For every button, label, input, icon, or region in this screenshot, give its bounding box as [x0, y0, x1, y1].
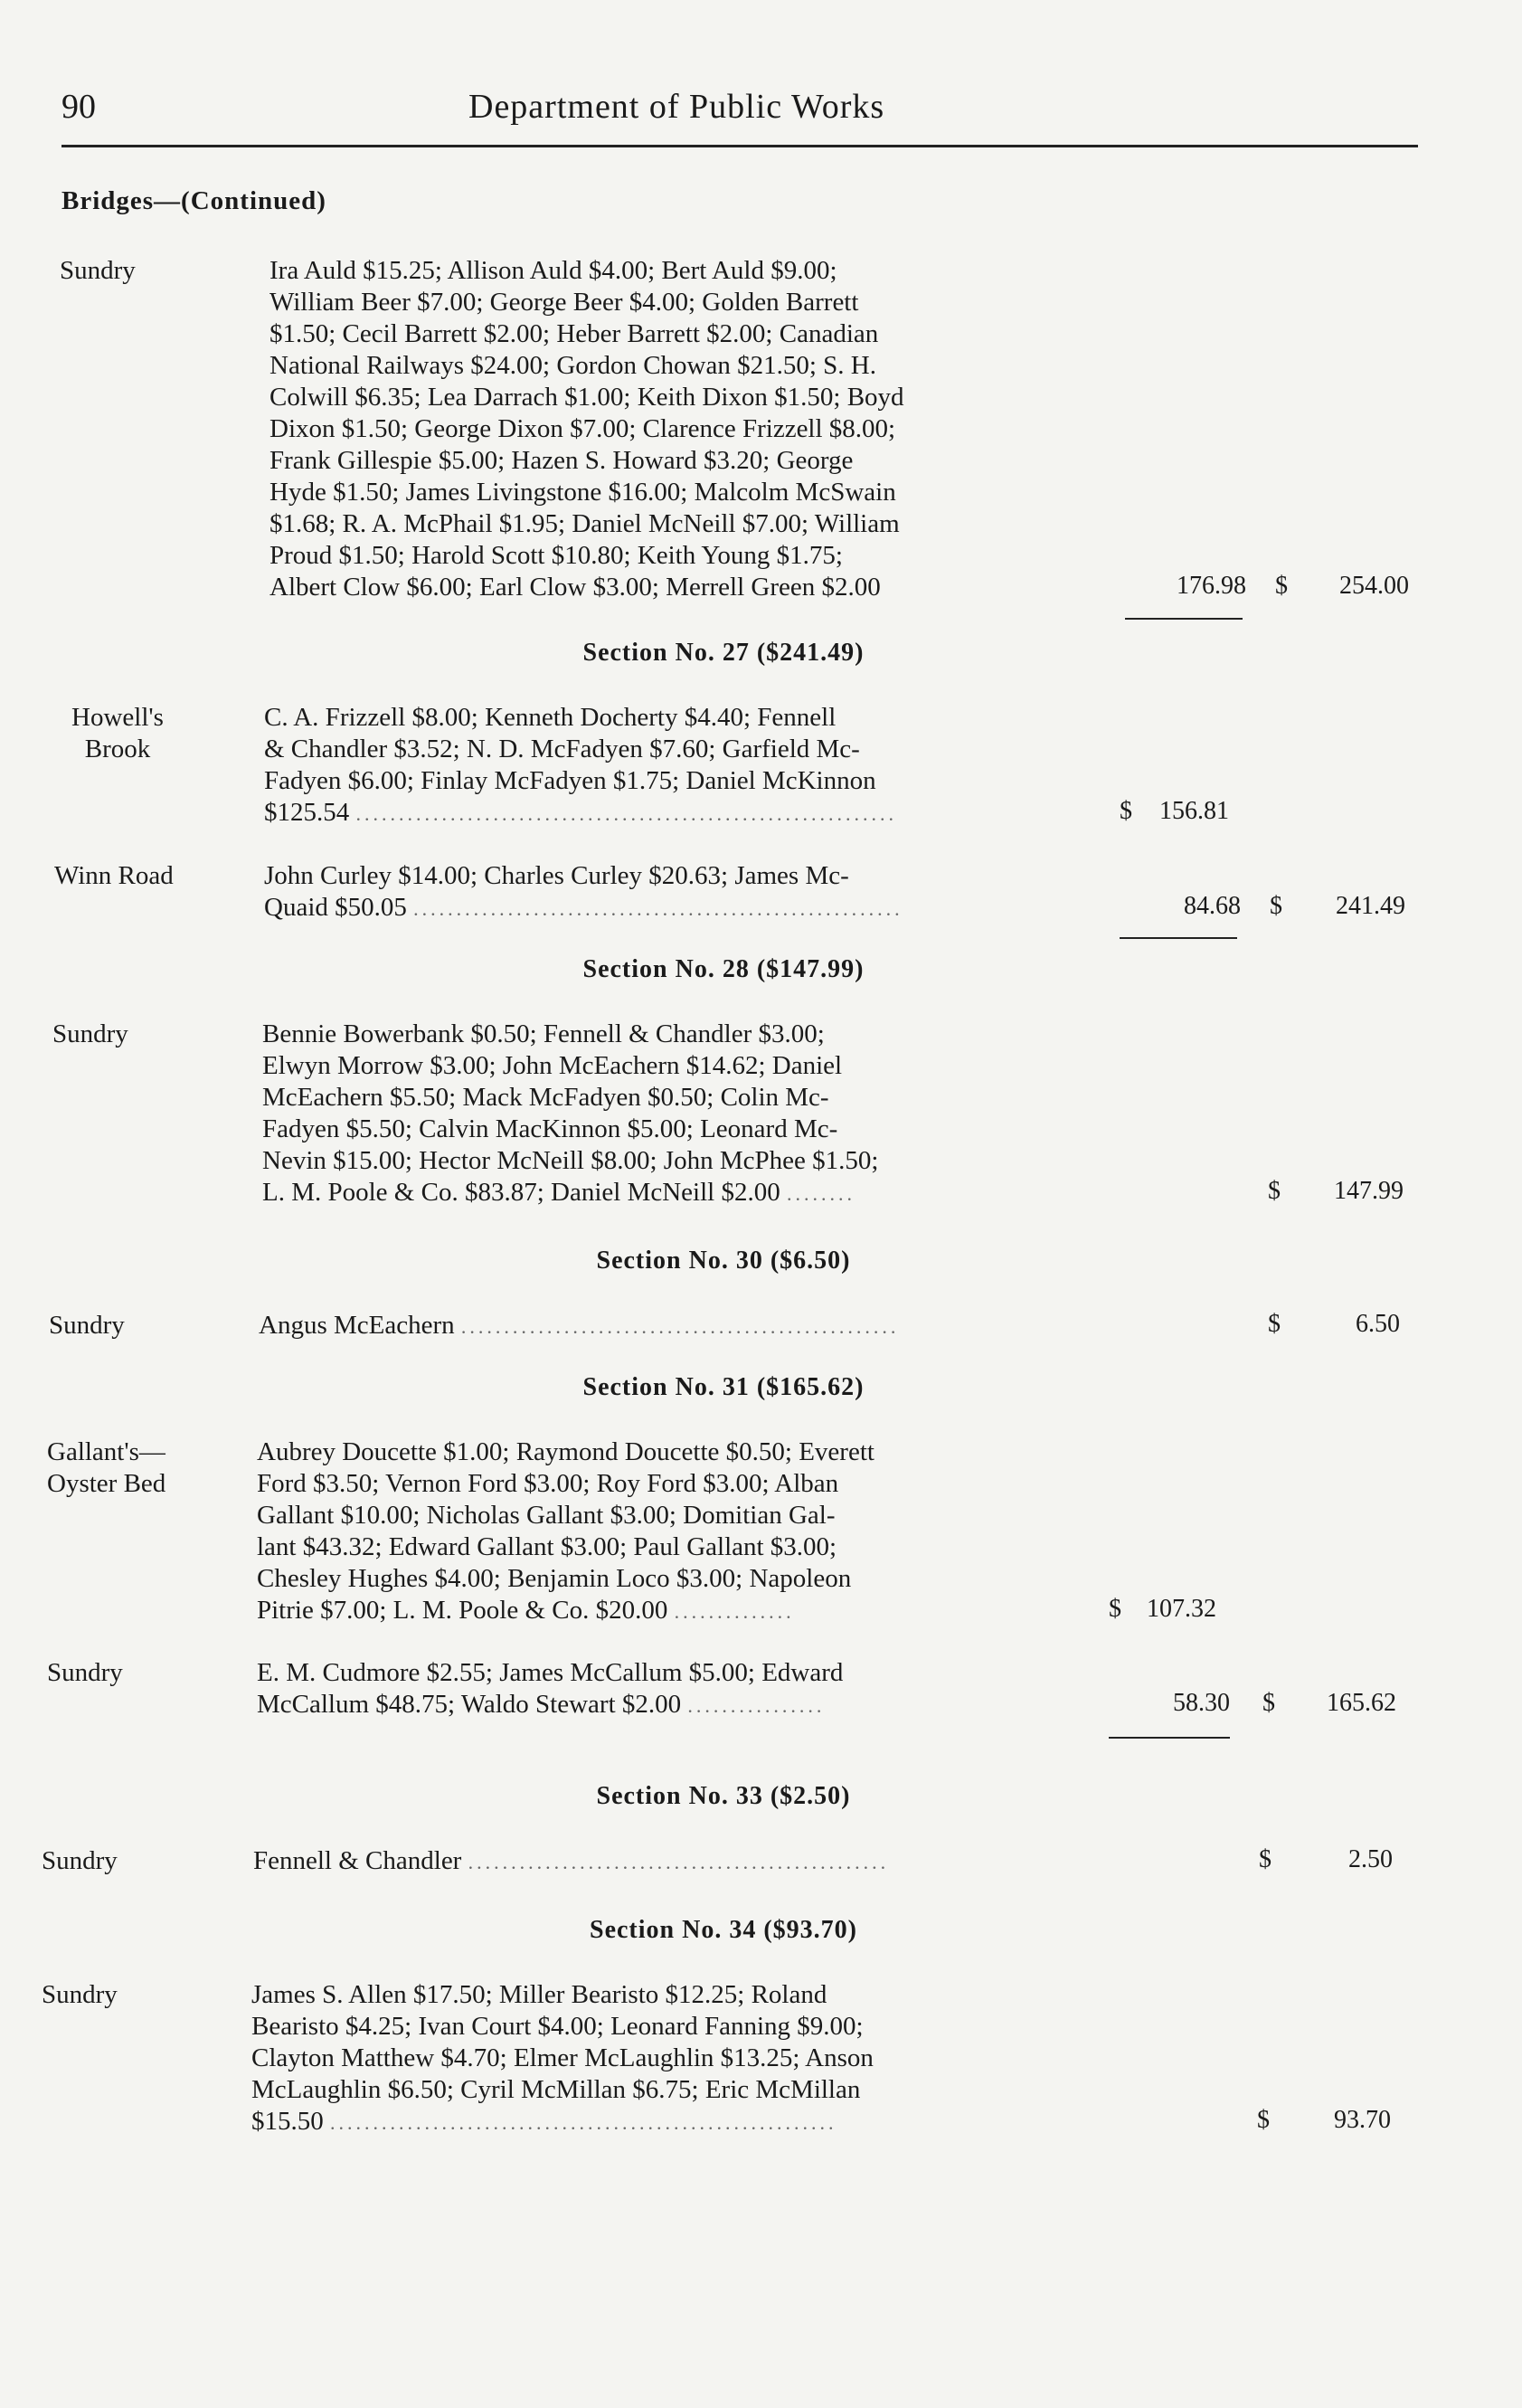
text-line: Aubrey Doucette $1.00; Raymond Doucette $0.50; Everett	[257, 1437, 874, 1466]
text-line: Colwill $6.35; Lea Darrach $1.00; Keith Dixon $1.50; Boyd	[269, 383, 904, 412]
line-text: Quaid $50.05	[264, 893, 407, 922]
entry-place: Sundry	[49, 1311, 125, 1340]
page-title: Department of Public Works	[468, 88, 885, 126]
text-line: James S. Allen $17.50; Miller Bearisto $12.25; Roland	[251, 1980, 827, 2009]
subtotal-rule	[1120, 937, 1237, 939]
dollar-sign: $	[1275, 572, 1288, 600]
text-line: & Chandler $3.52; N. D. McFadyen $7.60; Garfield Mc-	[264, 735, 860, 763]
dollar-sign: $	[1270, 892, 1282, 920]
text-line: Gallant $10.00; Nicholas Gallant $3.00; Domitian Gal-	[257, 1501, 836, 1530]
entry-place: Sundry	[60, 256, 136, 285]
total-amount: 147.99	[1334, 1177, 1404, 1205]
leader-dots: ................	[687, 1694, 826, 1717]
total-amount: 165.62	[1327, 1689, 1396, 1717]
entry-text	[251, 1979, 1101, 2138]
text-line: Clayton Matthew $4.70; Elmer McLaughlin $13.25; Anson	[251, 2043, 874, 2072]
text-line: Bearisto $4.25; Ivan Court $4.00; Leonard Fanning $9.00;	[251, 2012, 864, 2041]
text-line	[264, 892, 1114, 924]
line-text: $15.50	[251, 2107, 324, 2136]
text-line	[251, 2106, 1101, 2138]
text-line: Bennie Bowerbank $0.50; Fennell & Chandler $3.00;	[262, 1019, 825, 1048]
text-line: Proud $1.50; Harold Scott $10.80; Keith Young $1.75;	[269, 541, 843, 570]
text-line: $1.68; R. A. McPhail $1.95; Daniel McNeill $7.00; William	[269, 509, 900, 538]
entry-place: Sundry	[52, 1019, 128, 1048]
line-text: Fennell & Chandler	[253, 1846, 462, 1875]
entry-place: Sundry	[47, 1658, 123, 1687]
entry-text	[259, 1310, 1109, 1342]
line-text: Angus McEachern	[259, 1311, 455, 1340]
leader-dots: .................................................	[468, 1851, 890, 1873]
line-text: Pitrie $7.00; L. M. Poole & Co. $20.00	[257, 1596, 668, 1625]
dollar-sign: $	[1268, 1310, 1281, 1338]
text-line	[257, 1595, 1107, 1627]
entry-text	[262, 1019, 1112, 1209]
leader-dots: ...........................................................	[330, 2111, 837, 2134]
text-line: Fadyen $6.00; Finlay McFadyen $1.75; Daniel McKinnon	[264, 766, 876, 795]
text-line: lant $43.32; Edward Gallant $3.00; Paul Gallant $3.00;	[257, 1532, 837, 1561]
text-line	[253, 1845, 1103, 1878]
entry-text	[257, 1657, 1107, 1721]
page-header	[61, 87, 1418, 137]
entry-text	[269, 255, 1120, 603]
subtotal-amount: 107.32	[1147, 1595, 1216, 1623]
line-text: McCallum $48.75; Waldo Stewart $2.00	[257, 1690, 682, 1719]
text-line: Dixon $1.50; George Dixon $7.00; Clarence Frizzell $8.00;	[269, 414, 896, 443]
section-heading: Section No. 28 ($147.99)	[582, 955, 865, 983]
text-line	[262, 1177, 1112, 1209]
text-line: McEachern $5.50; Mack McFadyen $0.50; Colin Mc-	[262, 1083, 829, 1112]
text-line: Frank Gillespie $5.00; Hazen S. Howard $3.20; George	[269, 446, 854, 475]
text-line: Hyde $1.50; James Livingstone $16.00; Malcolm McSwain	[269, 478, 896, 507]
subtotal-amount: 84.68	[1184, 892, 1241, 920]
text-line: Elwyn Morrow $3.00; John McEachern $14.62; Daniel	[262, 1051, 843, 1080]
subtotal-amount: 156.81	[1159, 797, 1229, 825]
subtotal-amount: 176.98	[1177, 572, 1246, 600]
text-line: Albert Clow $6.00; Earl Clow $3.00; Merrell Green $2.00	[269, 573, 881, 602]
text-line: E. M. Cudmore $2.55; James McCallum $5.00; Edward	[257, 1658, 844, 1687]
dollar-sign: $	[1259, 1845, 1271, 1873]
section-heading: Section No. 33 ($2.50)	[596, 1782, 851, 1810]
text-line: William Beer $7.00; George Beer $4.00; Golden Barrett	[269, 288, 859, 317]
text-line: Chesley Hughes $4.00; Benjamin Loco $3.00; Napoleon	[257, 1564, 852, 1593]
entry-place: Howell's Brook	[71, 703, 164, 763]
leader-dots: .........................................................	[413, 897, 903, 920]
continued-heading: Bridges—(Continued)	[61, 186, 326, 215]
entry-place: Winn Road	[54, 861, 174, 890]
text-line: McLaughlin $6.50; Cyril McMillan $6.75; Eric McMillan	[251, 2075, 861, 2104]
header-rule	[61, 145, 1418, 147]
text-line	[259, 1310, 1109, 1342]
entry-text	[257, 1436, 1107, 1627]
total-amount: 6.50	[1356, 1310, 1400, 1338]
subtotal-rule	[1109, 1737, 1230, 1739]
entry-text	[253, 1845, 1103, 1878]
text-line: John Curley $14.00; Charles Curley $20.63; James Mc-	[264, 861, 849, 890]
text-line: $1.50; Cecil Barrett $2.00; Heber Barrett $2.00; Canadian	[269, 319, 879, 348]
total-amount: 241.49	[1336, 892, 1405, 920]
dollar-sign: $	[1120, 797, 1132, 825]
text-line	[257, 1689, 1107, 1721]
leader-dots: ...............................................................	[355, 802, 897, 825]
line-text: $125.54	[264, 798, 350, 827]
text-line: Nevin $15.00; Hector McNeill $8.00; John McPhee $1.50;	[262, 1146, 879, 1175]
dollar-sign: $	[1109, 1595, 1121, 1623]
page-number: 90	[61, 88, 96, 126]
leader-dots: ........	[786, 1182, 856, 1205]
dollar-sign: $	[1262, 1689, 1275, 1717]
text-line: Ira Auld $15.25; Allison Auld $4.00; Bert Auld $9.00;	[269, 256, 837, 285]
text-line: Ford $3.50; Vernon Ford $3.00; Roy Ford $3.00; Alban	[257, 1469, 839, 1498]
text-line: Fadyen $5.50; Calvin MacKinnon $5.00; Leonard Mc-	[262, 1114, 838, 1143]
total-amount: 93.70	[1334, 2106, 1391, 2134]
section-heading: Section No. 30 ($6.50)	[596, 1247, 851, 1275]
dollar-sign: $	[1257, 2106, 1270, 2134]
subtotal-rule	[1125, 618, 1243, 620]
entry-place: Sundry	[42, 1980, 118, 2009]
section-heading: Section No. 34 ($93.70)	[590, 1916, 857, 1944]
entry-place: Sundry	[42, 1846, 118, 1875]
total-amount: 2.50	[1348, 1845, 1393, 1873]
text-line	[264, 797, 1114, 830]
section-heading: Section No. 31 ($165.62)	[582, 1373, 865, 1401]
text-line: C. A. Frizzell $8.00; Kenneth Docherty $4.40; Fennell	[264, 703, 837, 732]
entry-text	[264, 860, 1114, 924]
leader-dots: ..............	[674, 1600, 795, 1623]
entry-place: Gallant's— Oyster Bed	[47, 1437, 166, 1498]
total-amount: 254.00	[1339, 572, 1409, 600]
line-text: L. M. Poole & Co. $83.87; Daniel McNeill $2.00	[262, 1178, 780, 1207]
leader-dots: ...................................................	[460, 1315, 900, 1338]
section-heading: Section No. 27 ($241.49)	[582, 639, 865, 667]
subtotal-amount: 58.30	[1173, 1689, 1230, 1717]
dollar-sign: $	[1268, 1177, 1281, 1205]
entry-text	[264, 702, 1114, 830]
text-line: National Railways $24.00; Gordon Chowan $21.50; S. H.	[269, 351, 876, 380]
